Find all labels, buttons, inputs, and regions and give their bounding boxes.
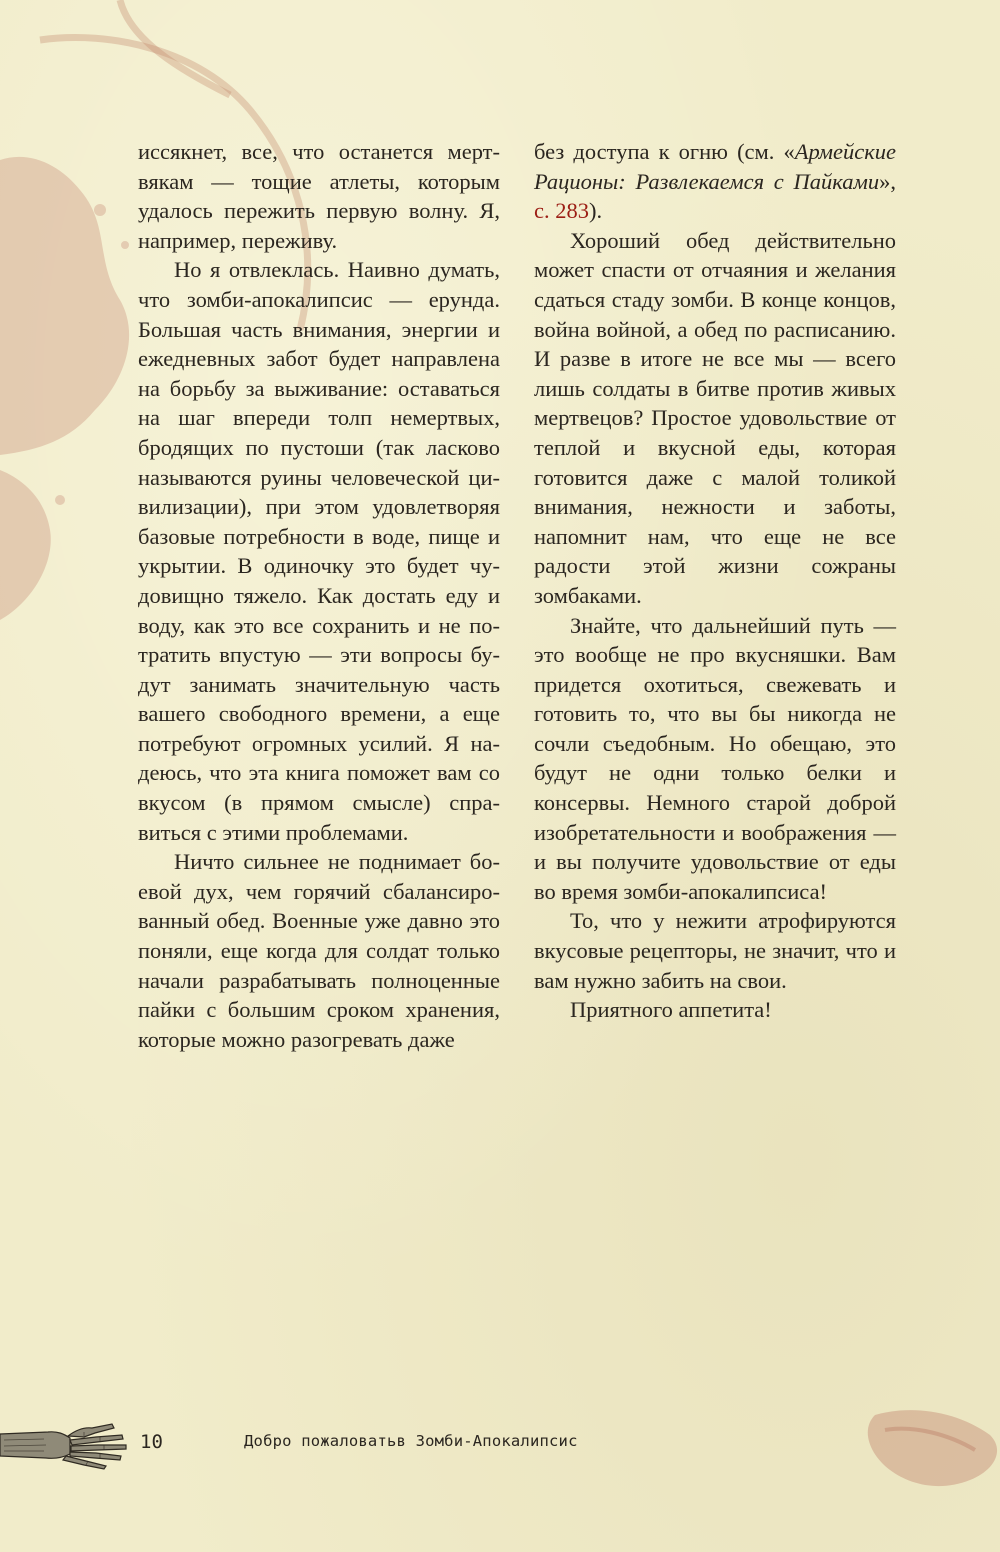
paragraph: Знайте, что дальнейший путь — это вообще не про вкусняшки. Вам придется охотиться, свежевать и готовить то, что вы бы никогда не сочли съедобным. Но обещаю, это будут не одни только белки и консервы. Немного старой доброй изобретательности и воображения — и вы получите удовольствие от еды во время зомби-апокалипсиса! [534,612,896,904]
text-fragment: », [879,168,896,194]
left-text-column [138,137,500,1054]
paragraph: Хороший обед действительно может спасти от отчаяния и желания сдаться стаду зомби. В конце концов, война войной, а обед по расписанию. И разве в итоге не все мы — всего лишь солдаты в битве против живых мертвецов? Простое удовольствие от теплой и вкусной еды, которая готовится даже с малой толикой внимания, нежности и заботы, напомнит нам, что еще не все радости этой жизни сожраны зомбаками. [534,227,896,608]
paragraph: Но я отвлеклась. Наивно думать, что зомби-апокалипсис — ерунда. Большая часть внимания, энергии и ежедневных забот будет направлена на борьбу за выживание: оставаться на шаг впереди толп немертвых, бродящих по пустоши (так ласково называются руины человеческой цивилизации), при этом удовлетворяя базовые потребности в воде, пище и укрытии. В одиночку это будет чудовищно тяжело. Как достать еду и воду, как это все сохранить и не потратить впустую — эти вопросы будут занимать значительную часть вашего свободного времени, а еще потребуют огромных усилий. Я надеюсь, что эта книга поможет вам со вкусом (в прямом смысле) справиться с этими проблемами. [138,257,500,845]
paragraph-with-reference [534,137,896,226]
running-title: Добро пожаловатьв Зомби-Апокалипсис [244,1432,578,1450]
paragraph: Ничто сильнее не поднимает боевой дух, чем горячий сбалансированный обед. Военные уже давно это поняли, еще когда для солдат только начали разрабатывать полноценные пайки с большим сроком хранения, которые можно разогревать даже [138,849,500,1052]
paragraph: Приятного аппетита! [570,997,772,1023]
right-text-column [534,137,896,1025]
text-fragment: ). [589,198,603,224]
paragraph: иссякнет, все, что останется мертвякам — тощие атлеты, которым удалось пережить первую волну. Я, например, переживу. [138,139,500,253]
text-fragment: без доступа к огню (см. « [534,139,795,164]
page-reference-link[interactable]: с. 283 [534,198,589,224]
recipe-section-title: Армейские Рационы: Развлекаемся с Пайками [534,139,896,194]
page-number: 10 [140,1431,163,1453]
skeletal-hand-icon [0,1420,135,1470]
paragraph: То, что у нежити атрофируются вкусовые рецепторы, не значит, что и вам нужно забить на свои. [534,908,896,993]
page-footer [0,1420,1000,1470]
